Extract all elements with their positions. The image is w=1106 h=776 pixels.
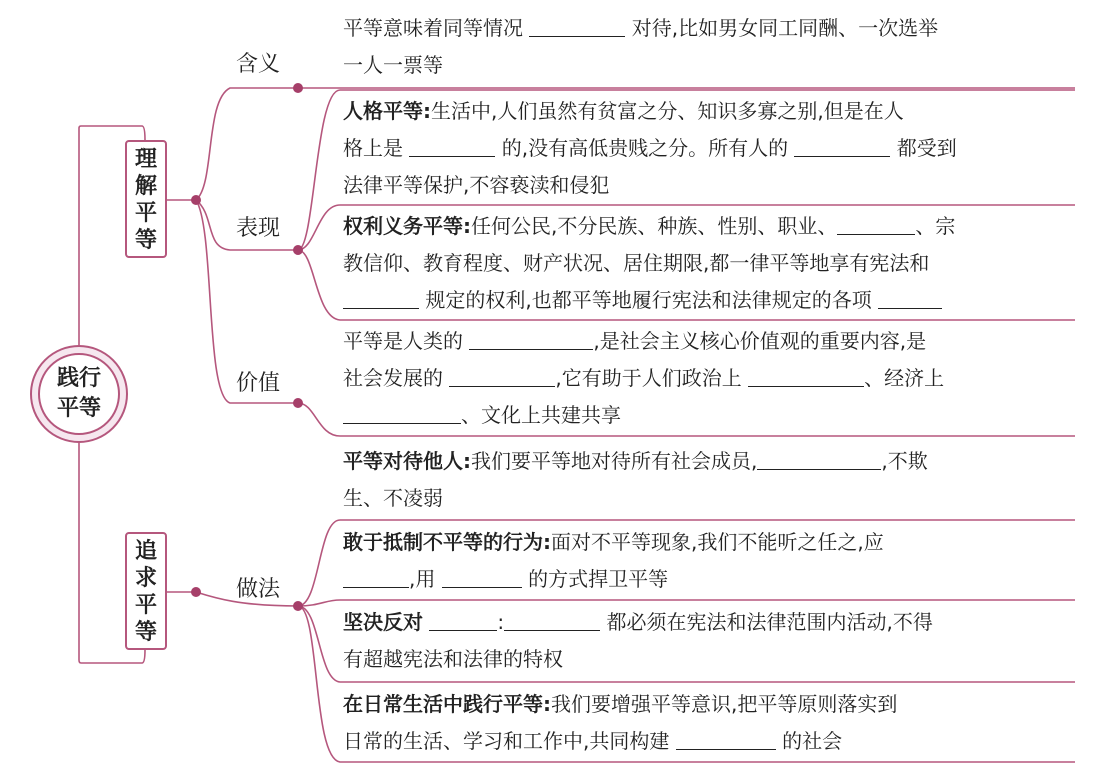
fill-blank — [837, 212, 915, 235]
leaf-rights-duties-equality: 权利义务平等:任何公民,不分民族、种族、性别、职业、 、宗 教信仰、教育程度、财产状况、居住期限,都一律平等地享有宪法和 规定的权利,也都平等地履行宪法和法律规定的各项 — [343, 214, 956, 312]
fill-blank — [343, 286, 419, 309]
branch-understand-equality — [125, 140, 167, 258]
fill-blank — [429, 608, 497, 631]
fill-blank — [409, 134, 495, 157]
fill-blank — [442, 565, 522, 588]
leaf-value: 平等是人类的 ,是社会主义核心价值观的重要内容,是 社会发展的 ,它有助于人们政治上 、经济上 、文化上共建共享 — [343, 329, 945, 427]
fill-blank — [878, 286, 942, 309]
leaf-meaning: 平等意味着同等情况 对待,比如男女同工同酬、一次选举 一人一票等 — [343, 16, 939, 77]
fill-blank — [676, 727, 776, 750]
sub-dot-expression — [293, 245, 303, 255]
fill-blank — [794, 134, 890, 157]
sub-dot-value — [293, 398, 303, 408]
leaf-personality-equality: 人格平等:生活中,人们虽然有贫富之分、知识多寡之别,但是在人 格上是 的,没有高低贵贱之分。所有人的 都受到 法律平等保护,不容亵渎和侵犯 — [343, 99, 957, 197]
branch-pursue-equality — [125, 532, 167, 650]
sub-dot-meaning — [293, 83, 303, 93]
leaf-treat-others-equally: 平等对待他人:我们要平等地对待所有社会成员, ,不欺 生、不凌弱 — [343, 449, 928, 510]
leaf-resist-inequality: 敢于抵制不平等的行为:面对不平等现象,我们不能听之任之,应 ,用 的方式捍卫平等 — [343, 530, 884, 591]
fill-blank — [504, 608, 600, 631]
sub-dot-method — [293, 601, 303, 611]
fill-blank — [469, 327, 593, 350]
sub-method: 做法 — [236, 577, 281, 602]
sub-value: 价值 — [236, 371, 281, 396]
sub-meaning: 含义 — [236, 52, 281, 77]
branch-label: 理解平等 — [134, 147, 157, 253]
branch-dot-theory — [191, 195, 201, 205]
leaf-daily-practice: 在日常生活中践行平等:我们要增强平等意识,把平等原则落实到 日常的生活、学习和工作中,共同构建 的社会 — [343, 692, 898, 753]
branch-label: 追求平等 — [134, 539, 157, 645]
leaf-firmly-oppose: 坚决反对 : 都必须在宪法和法律范围内活动,不得 有超越宪法和法律的特权 — [343, 610, 933, 671]
sub-expression: 表现 — [236, 216, 281, 241]
fill-blank — [449, 364, 555, 387]
fill-blank — [748, 364, 864, 387]
fill-blank — [343, 401, 461, 424]
fill-blank — [757, 447, 881, 470]
fill-blank — [343, 565, 409, 588]
root-title: 践行平等 — [56, 366, 101, 421]
branch-dot-practice — [191, 587, 201, 597]
fill-blank — [529, 14, 625, 37]
root-node — [38, 353, 120, 435]
